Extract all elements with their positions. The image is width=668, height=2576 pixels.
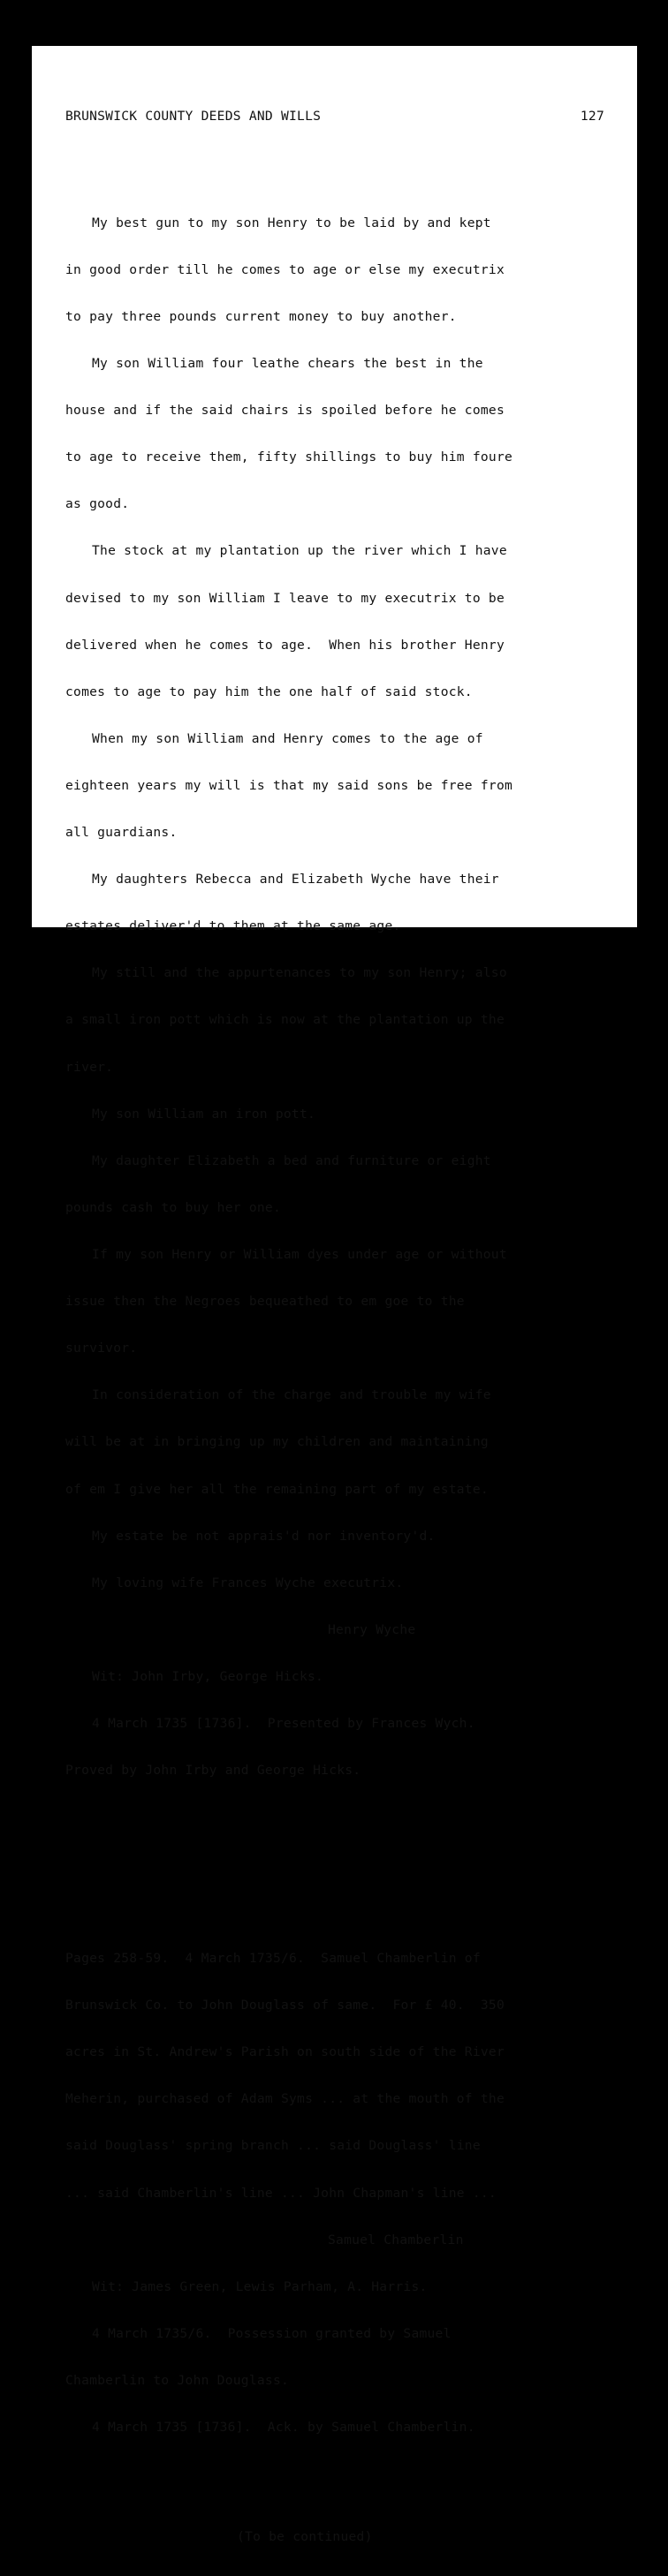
document-page xyxy=(32,46,637,2545)
text-line: The stock at my plantation up the river which I have xyxy=(92,543,507,559)
text-line: to pay three pounds current money to buy another. xyxy=(65,308,457,324)
deed-acknowledgment: 4 March 1735 [1736]. Ack. by Samuel Chamberlin. xyxy=(92,2420,475,2436)
deed-witnesses: Wit: James Green, Lewis Parham, A. Harris. xyxy=(92,2278,428,2294)
section-gap xyxy=(65,1856,604,1872)
text-line: all guardians. xyxy=(65,825,178,841)
text-line: My daughter Elizabeth a bed and furniture or eight xyxy=(92,1152,491,1168)
text-line: In consideration of the charge and trouble my wife xyxy=(92,1387,491,1403)
header-title: BRUNSWICK COUNTY DEEDS AND WILLS xyxy=(65,109,322,125)
text-line: My son William four leathe chears the best in the xyxy=(92,355,483,371)
text-line: Brunswick Co. to John Douglass of same. For £ 40. 350 xyxy=(65,1998,505,2013)
text-line: eighteen years my will is that my said sons be free from xyxy=(65,777,513,793)
will-witnesses: Wit: John Irby, George Hicks. xyxy=(92,1669,324,1685)
text-line: When my son William and Henry comes to the age of xyxy=(92,730,483,746)
text-line: My son William an iron pott. xyxy=(92,1106,316,1122)
text-line: delivered when he comes to age. When his brother Henry xyxy=(65,637,505,653)
text-line: My best gun to my son Henry to be laid by and kept xyxy=(92,215,491,230)
running-header xyxy=(65,109,604,125)
text-line: a small iron pott which is now at the plantation up the xyxy=(65,1012,505,1028)
will-signature: Henry Wyche xyxy=(328,1621,416,1637)
text-line: Pages 258-59. 4 March 1735/6. Samuel Chamberlin of xyxy=(65,1950,481,1966)
page-text xyxy=(65,78,604,2576)
text-line: pounds cash to buy her one. xyxy=(65,1199,281,1215)
text-line: of em I give her all the remaining part of my estate. xyxy=(65,1481,489,1497)
text-line: Meherin, purchased of Adam Syms ... at the mouth of the xyxy=(65,2091,505,2107)
text-line: survivor. xyxy=(65,1341,138,1356)
text-line: comes to age to pay him the one half of said stock. xyxy=(65,684,473,699)
text-line: ... said Chamberlin's line ... John Chapman's line ... xyxy=(65,2185,497,2201)
text-line: river. xyxy=(65,1059,114,1075)
text-line: estates deliver'd to them at the same age. xyxy=(65,918,401,934)
text-line: said Douglass' spring branch ... said Douglass' line xyxy=(65,2138,481,2154)
text-line: acres in St. Andrew's Parish on south side of the River xyxy=(65,2044,505,2060)
text-line: in good order till he comes to age or else my executrix xyxy=(65,261,505,277)
text-line: to age to receive them, fifty shillings to buy him foure xyxy=(65,449,513,465)
text-line: My estate be not apprais'd nor inventory'd. xyxy=(92,1528,436,1544)
will-section xyxy=(65,184,604,1809)
text-line: will be at in bringing up my children and maintaining xyxy=(65,1434,489,1450)
text-line: devised to my son William I leave to my executrix to be xyxy=(65,590,505,606)
will-presented: 4 March 1735 [1736]. Presented by Frances Wych. xyxy=(92,1716,475,1732)
text-line: My loving wife Frances Wyche executrix. xyxy=(92,1575,404,1590)
text-line: issue then the Negroes bequeathed to em goe to the xyxy=(65,1294,465,1310)
text-line: My still and the appurtenances to my son Henry; also xyxy=(92,965,507,981)
deed-possession: 4 March 1735/6. Possession granted by Samuel xyxy=(92,2325,452,2341)
text-line: house and if the said chairs is spoiled before he comes xyxy=(65,403,505,419)
continued-note: (To be continued) xyxy=(237,2529,373,2545)
page-number: 127 xyxy=(580,109,604,125)
deed-possession-cont: Chamberlin to John Douglass. xyxy=(65,2372,290,2388)
text-line: If my son Henry or William dyes under age or without xyxy=(92,1247,507,1263)
text-line: as good. xyxy=(65,496,130,512)
will-proved: Proved by John Irby and George Hicks. xyxy=(65,1763,361,1779)
text-line: My daughters Rebecca and Elizabeth Wyche have their xyxy=(92,872,499,888)
deed-section xyxy=(65,1920,604,2467)
deed-signature: Samuel Chamberlin xyxy=(328,2232,464,2247)
